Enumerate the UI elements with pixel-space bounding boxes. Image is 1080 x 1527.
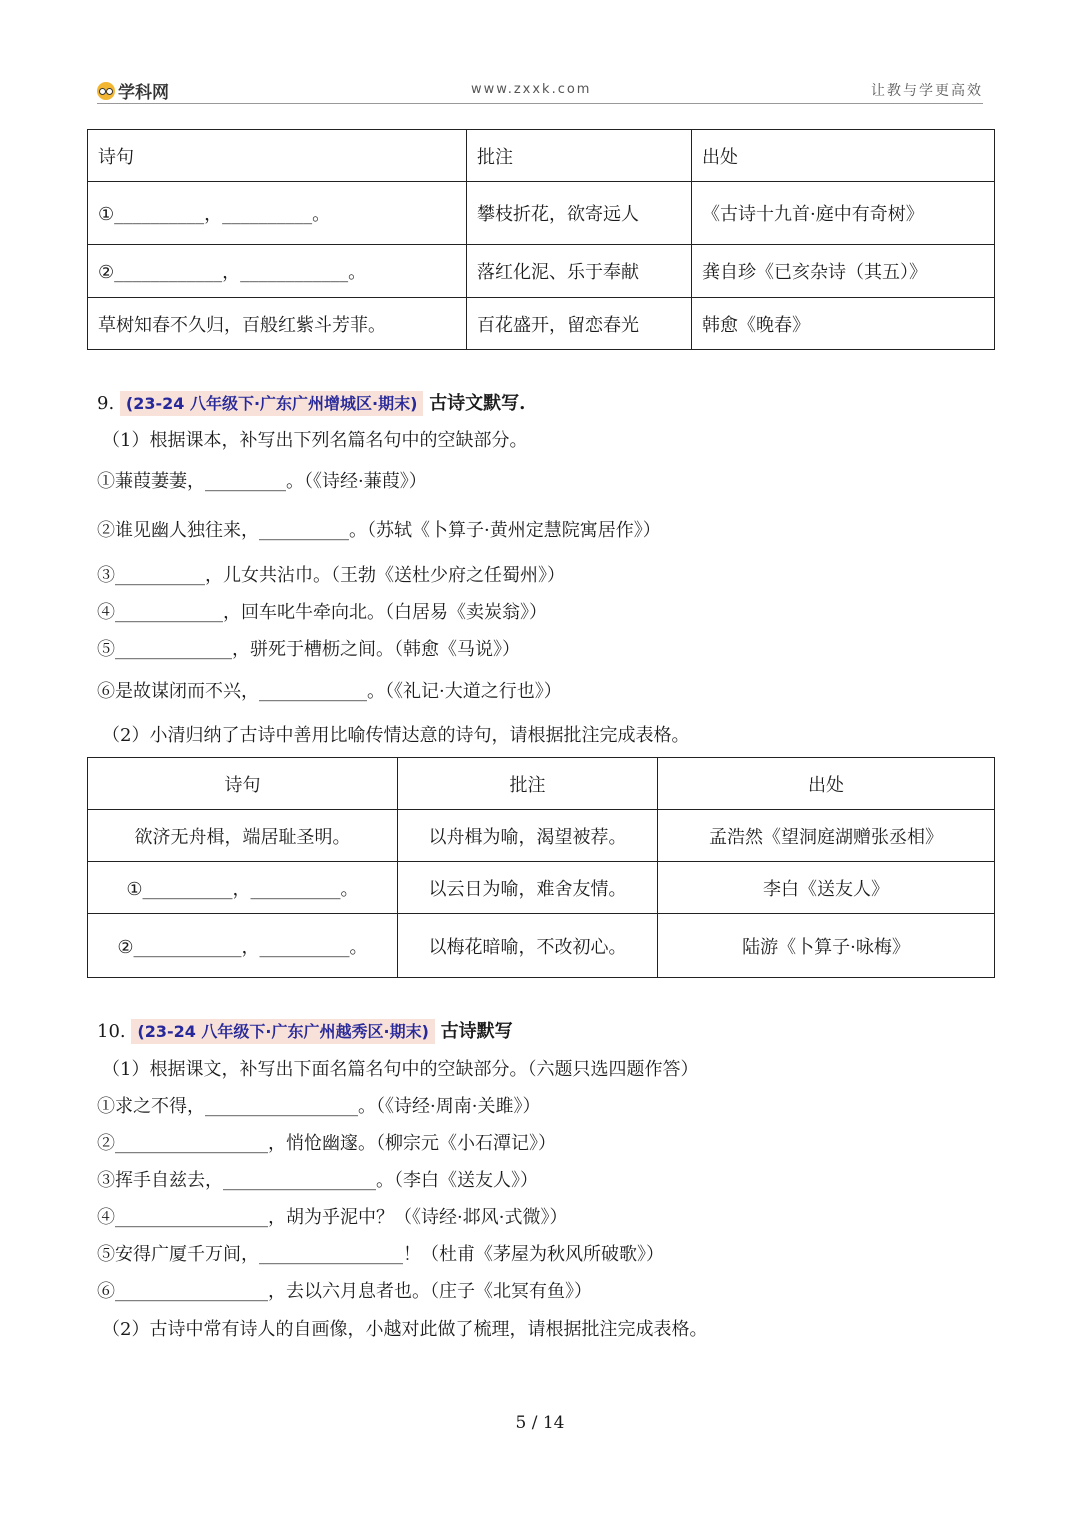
fill-blank-item: ④____________，回车叱牛牵向北。（白居易《卖炭翁》） [97, 602, 547, 623]
table-cell: 以梅花暗喻，不改初心。 [398, 914, 658, 978]
question-part-2: （2）小清归纳了古诗中善用比喻传情达意的诗句，请根据批注完成表格。 [102, 725, 690, 746]
fill-blank-item: ③挥手自兹去，_________________。（李白《送友人》） [97, 1170, 538, 1191]
table-cell: 龚自珍《已亥杂诗（其五）》 [692, 245, 995, 298]
poem-table-2 [87, 757, 995, 978]
question-label: 古诗默写 [440, 1021, 513, 1042]
table-row [88, 182, 995, 245]
fill-blank-item: ③__________，儿女共沾巾。（王勃《送杜少府之任蜀州》） [97, 565, 565, 586]
fill-blank-item: ①求之不得，_________________。（《诗经·周南·关雎》） [97, 1096, 541, 1117]
table-cell: ①__________，__________。 [88, 862, 398, 914]
table-cell: 草树知春不久归，百般红紫斗芳菲。 [88, 298, 467, 350]
question-part-2: （2）古诗中常有诗人的自画像，小越对此做了梳理，请根据批注完成表格。 [102, 1319, 708, 1340]
fill-blank-item: ⑥_________________，去以六月息者也。（庄子《北冥有鱼》） [97, 1281, 592, 1302]
table-cell: 陆游《卜算子·咏梅》 [658, 914, 995, 978]
table-cell: 孟浩然《望洞庭湖赠张丞相》 [658, 810, 995, 862]
poem-table-1 [87, 129, 995, 350]
table-cell: 百花盛开，留恋春光 [467, 298, 692, 350]
table-cell: 《古诗十九首·庭中有奇树》 [692, 182, 995, 245]
table-cell: 欲济无舟楫，端居耻圣明。 [88, 810, 398, 862]
header-divider [97, 103, 983, 104]
logo [97, 78, 169, 103]
table-cell: 以舟楫为喻，渴望被荐。 [398, 810, 658, 862]
table-cell: 李白《送友人》 [658, 862, 995, 914]
table-header-cell: 批注 [467, 130, 692, 182]
table-row [88, 862, 995, 914]
site-url: www.zxxk.com [471, 82, 592, 97]
table-header-cell: 批注 [398, 758, 658, 810]
question-9-title [97, 389, 525, 415]
table-header-cell: 出处 [692, 130, 995, 182]
table-cell: 攀枝折花，欲寄远人 [467, 182, 692, 245]
question-10-title [97, 1017, 513, 1043]
table-cell: ②____________，____________。 [88, 245, 467, 298]
table-row [88, 914, 995, 978]
table-row [88, 810, 995, 862]
logo-text: 学科网 [118, 83, 169, 103]
page-header [97, 76, 983, 104]
question-number: 10. [97, 1021, 126, 1042]
owl-logo-icon [97, 82, 115, 100]
fill-blank-item: ②_________________，悄怆幽邃。（柳宗元《小石潭记》） [97, 1133, 556, 1154]
table-row [88, 245, 995, 298]
page-number: 5 / 14 [515, 1413, 565, 1433]
table-cell: 落红化泥、乐于奉献 [467, 245, 692, 298]
table-header-row [88, 130, 995, 182]
table-header-cell: 出处 [658, 758, 995, 810]
question-number: 9. [97, 393, 115, 414]
fill-blank-item: ④_________________，胡为乎泥中？（《诗经·邶风·式微》） [97, 1207, 568, 1228]
fill-blank-item: ⑤安得广厦千万间，________________！（杜甫《茅屋为秋风所破歌》） [97, 1244, 664, 1265]
table-header-cell: 诗句 [88, 130, 467, 182]
table-row [88, 298, 995, 350]
table-cell: ①__________，__________。 [88, 182, 467, 245]
fill-blank-item: ①蒹葭萋萋，_________。（《诗经·蒹葭》） [97, 471, 427, 492]
table-cell: ②____________，__________。 [88, 914, 398, 978]
question-part-1: （1）根据课本，补写出下列名篇名句中的空缺部分。 [102, 430, 528, 451]
table-cell: 韩愈《晚春》 [692, 298, 995, 350]
fill-blank-item: ②谁见幽人独往来，__________。（苏轼《卜算子·黄州定慧院寓居作》） [97, 520, 661, 541]
source-tag: (23-24 八年级下·广东广州越秀区·期末) [131, 1019, 435, 1044]
table-cell: 以云日为喻，难舍友情。 [398, 862, 658, 914]
question-label: 古诗文默写. [429, 393, 526, 414]
fill-blank-item: ⑥是故谋闭而不兴，____________。（《礼记·大道之行也》） [97, 681, 562, 702]
question-part-1: （1）根据课文，补写出下面名篇名句中的空缺部分。（六题只选四题作答） [102, 1059, 699, 1080]
source-tag: (23-24 八年级下·广东广州增城区·期末) [120, 391, 424, 416]
fill-blank-item: ⑤_____________，骈死于槽枥之间。（韩愈《马说》） [97, 639, 520, 660]
table-header-row [88, 758, 995, 810]
slogan: 让教与学更高效 [871, 83, 983, 99]
table-header-cell: 诗句 [88, 758, 398, 810]
